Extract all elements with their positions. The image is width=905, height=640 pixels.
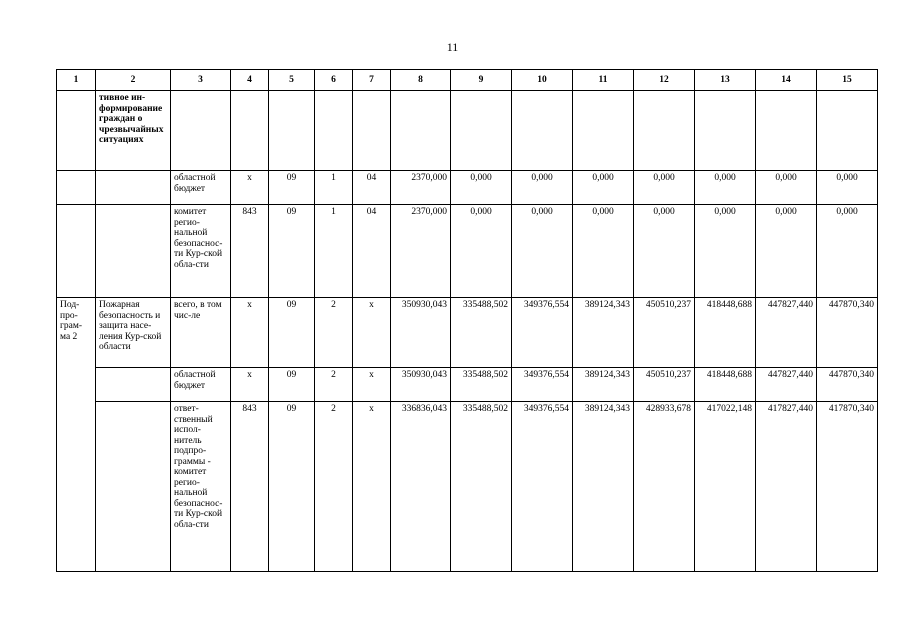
- table-cell: 2: [315, 368, 353, 402]
- table-cell: 0,000: [573, 171, 634, 205]
- table-row: [57, 368, 878, 402]
- table-cell: 417870,340: [817, 402, 878, 572]
- table-cell: 350930,043: [391, 298, 451, 368]
- page-number: 11: [446, 40, 459, 54]
- header-cell: 3: [171, 70, 231, 91]
- table-cell: 0,000: [756, 171, 817, 205]
- table-cell: 843: [231, 402, 269, 572]
- table-cell: 0,000: [756, 205, 817, 298]
- table-cell: [695, 91, 756, 171]
- table-cell: 0,000: [512, 171, 573, 205]
- table-cell: 04: [353, 171, 391, 205]
- header-cell: 8: [391, 70, 451, 91]
- header-cell: 14: [756, 70, 817, 91]
- table-cell: [57, 171, 96, 205]
- header-cell: 13: [695, 70, 756, 91]
- table-cell: 418448,688: [695, 368, 756, 402]
- table-cell: [231, 91, 269, 171]
- table-row: [57, 298, 878, 368]
- table-cell: 447870,340: [817, 298, 878, 368]
- table-cell: комитет регио-нальной безопаснос-ти Кур-ской обла-сти: [171, 205, 231, 298]
- table-cell: 389124,343: [573, 402, 634, 572]
- table-cell: областной бюджет: [171, 368, 231, 402]
- table-row: [57, 402, 878, 572]
- table-cell: 335488,502: [451, 368, 512, 402]
- table-cell: х: [353, 402, 391, 572]
- table-cell: х: [231, 368, 269, 402]
- table-cell: [96, 205, 171, 298]
- table-cell: [96, 402, 171, 572]
- table-cell: 843: [231, 205, 269, 298]
- table-cell: 450510,237: [634, 368, 695, 402]
- header-row: [57, 70, 878, 91]
- table-cell: 09: [269, 205, 315, 298]
- table-cell: [353, 91, 391, 171]
- table-cell: тивное ин-формирование граждан о чрезвычайных ситуациях: [96, 91, 171, 171]
- table-cell: [57, 205, 96, 298]
- table-cell: 335488,502: [451, 298, 512, 368]
- table-row: [57, 91, 878, 171]
- header-cell: 12: [634, 70, 695, 91]
- table-cell: 1: [315, 205, 353, 298]
- header-cell: 1: [57, 70, 96, 91]
- table-cell: х: [353, 368, 391, 402]
- table-cell: 0,000: [817, 205, 878, 298]
- table-cell: 0,000: [695, 171, 756, 205]
- table-cell: 447827,440: [756, 368, 817, 402]
- table-cell: [756, 91, 817, 171]
- table-cell: [817, 91, 878, 171]
- table-cell: 349376,554: [512, 298, 573, 368]
- table-cell: 335488,502: [451, 402, 512, 572]
- table-cell: 0,000: [634, 205, 695, 298]
- table-cell: 428933,678: [634, 402, 695, 572]
- table-cell: 389124,343: [573, 368, 634, 402]
- header-cell: 7: [353, 70, 391, 91]
- table-cell: 0,000: [451, 171, 512, 205]
- table-cell: [96, 368, 171, 402]
- table-cell: 09: [269, 298, 315, 368]
- budget-table: [56, 69, 878, 572]
- table-cell: 417827,440: [756, 402, 817, 572]
- header-cell: 2: [96, 70, 171, 91]
- table-cell: 0,000: [573, 205, 634, 298]
- table-cell: 0,000: [634, 171, 695, 205]
- table-cell: х: [231, 171, 269, 205]
- table-cell: 0,000: [451, 205, 512, 298]
- header-cell: 9: [451, 70, 512, 91]
- table-cell: 418448,688: [695, 298, 756, 368]
- table-row: [57, 171, 878, 205]
- table-cell: 0,000: [695, 205, 756, 298]
- table-cell: х: [231, 298, 269, 368]
- table-cell: х: [353, 298, 391, 368]
- header-cell: 6: [315, 70, 353, 91]
- table-cell: 349376,554: [512, 368, 573, 402]
- table-cell: 447870,340: [817, 368, 878, 402]
- table-cell: областной бюджет: [171, 171, 231, 205]
- table-cell: 04: [353, 205, 391, 298]
- table-cell: всего, в том чис-ле: [171, 298, 231, 368]
- table-cell: 2370,000: [391, 171, 451, 205]
- header-cell: 15: [817, 70, 878, 91]
- table-cell: 447827,440: [756, 298, 817, 368]
- table-cell: [269, 91, 315, 171]
- table-cell: 2: [315, 402, 353, 572]
- header-cell: 10: [512, 70, 573, 91]
- table-cell: 09: [269, 402, 315, 572]
- table-cell: 1: [315, 171, 353, 205]
- table-cell: 336836,043: [391, 402, 451, 572]
- table-cell: [634, 91, 695, 171]
- table-cell: ответ-ственный испол-нитель подпро-граммы - комитет регио-нальной безопаснос-ти Кур-ской обла-сти: [171, 402, 231, 572]
- table-cell: 349376,554: [512, 402, 573, 572]
- table-cell: [96, 171, 171, 205]
- table-cell: 389124,343: [573, 298, 634, 368]
- table-cell: [512, 91, 573, 171]
- header-cell: 4: [231, 70, 269, 91]
- table-row: [57, 205, 878, 298]
- table-cell: [171, 91, 231, 171]
- table-cell: [391, 91, 451, 171]
- table-cell: 09: [269, 368, 315, 402]
- table-cell: [57, 91, 96, 171]
- table-cell: Пожарная безопасность и защита насе-ления Кур-ской области: [96, 298, 171, 368]
- header-cell: 5: [269, 70, 315, 91]
- table-cell: [451, 91, 512, 171]
- table-cell: 0,000: [817, 171, 878, 205]
- table-cell: 350930,043: [391, 368, 451, 402]
- table-cell: 2: [315, 298, 353, 368]
- header-cell: 11: [573, 70, 634, 91]
- table-cell: 2370,000: [391, 205, 451, 298]
- table-cell: 450510,237: [634, 298, 695, 368]
- table-cell: Под-про-грам-ма 2: [57, 298, 96, 572]
- table-cell: [573, 91, 634, 171]
- table-cell: [315, 91, 353, 171]
- table-cell: 417022,148: [695, 402, 756, 572]
- table-cell: 09: [269, 171, 315, 205]
- table-cell: 0,000: [512, 205, 573, 298]
